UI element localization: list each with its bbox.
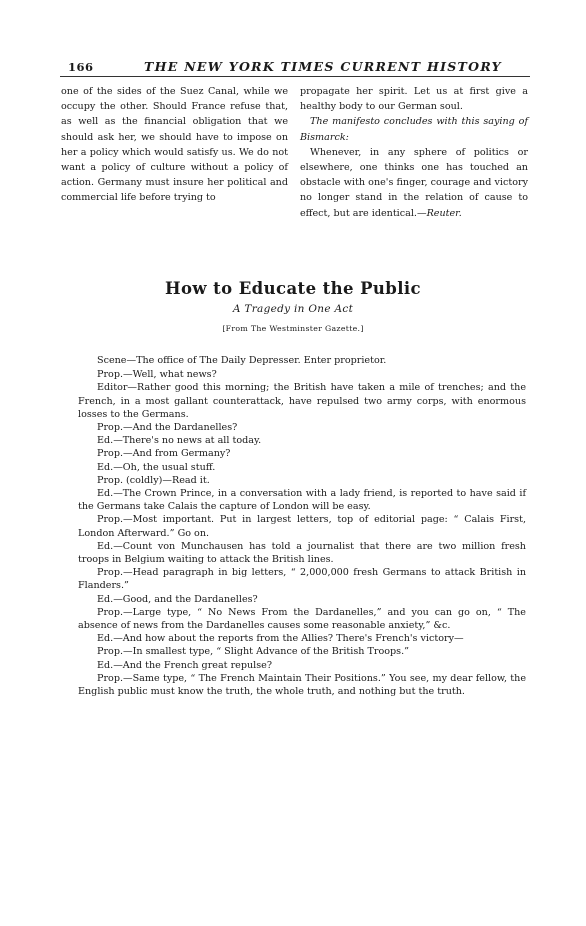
dialogue-line: Prop.—In smallest type, “ Slight Advance of the British Troops.” xyxy=(97,646,410,658)
right-column-continuation: propagate her spirit. Let us at first give a healthy body to our German soul. xyxy=(300,86,528,113)
right-column xyxy=(300,84,528,221)
dialogue-line: Ed.—The Crown Prince, in a conversation with a lady friend, is reported to have said if the Germans take Calais the capture of London will be easy. xyxy=(78,488,526,513)
dialogue-line: Prop. (coldly)—Read it. xyxy=(97,474,210,486)
bismarck-quote xyxy=(300,145,528,221)
dialogue-line: Ed.—And the French great repulse? xyxy=(97,659,272,671)
dialogue-line: Ed.—Oh, the usual stuff. xyxy=(97,461,216,473)
article-subtitle: A Tragedy in One Act xyxy=(232,303,354,315)
dialogue-line: Prop.—Same type, “ The French Maintain Their Positions.” You see, my dear fellow, the English public must know the truth, the whole truth, and nothing but the truth. xyxy=(78,672,526,698)
running-header xyxy=(60,60,530,77)
page-number: 166 xyxy=(68,60,94,74)
dialogue-line: Prop.—Head paragraph in big letters, “ 2,000,000 fresh Germans to attack British in Flanders.” xyxy=(78,567,526,592)
dialogue-line: Scene—The office of The Daily Depresser. Enter proprietor. xyxy=(97,355,387,366)
left-column xyxy=(61,84,288,206)
quote-attribution: Reuter. xyxy=(426,207,462,219)
running-title: THE NEW YORK TIMES CURRENT HISTORY xyxy=(144,59,502,74)
dialogue-line: Ed.—And how about the reports from the Allies? There's French's victory— xyxy=(97,633,464,645)
dialogue-line: Ed.—There's no news at all today. xyxy=(97,435,262,447)
article-title: How to Educate the Public xyxy=(164,279,421,298)
dialogue-line: Ed.—Count von Munchausen has told a journalist that there are two million fresh troops in Belgium waiting to attack the British lines. xyxy=(78,540,526,566)
article-source: [From The Westminster Gazette.] xyxy=(222,324,364,333)
manifesto-intro: The manifesto concludes with this saying of Bismarck: xyxy=(300,116,528,143)
dialogue-line: Prop.—Large type, “ No News From the Dardanelles,” and you can go on, “ The absence of news from the Dardanelles causes some reasonable anxiety,” &c. xyxy=(78,606,526,632)
bismarck-quote-text: Whenever, in any sphere of politics or elsewhere, one thinks one has touched an obstacle with one's finger, courage and victory no longer stand in the relation of cause to effect, but are identical.— xyxy=(300,146,528,219)
dialogue-body xyxy=(78,354,526,698)
dialogue-line: Prop.—And the Dardanelles? xyxy=(97,422,238,434)
dialogue-line: Ed.—Good, and the Dardanelles? xyxy=(97,593,258,605)
dialogue-line: Prop.—And from Germany? xyxy=(97,448,231,460)
left-column-text: one of the sides of the Suez Canal, while we occupy the other. Should France refuse that, as well as the financial obligation that we should ask her, we should have to impose on her a policy which would satisfy us. We do not want a policy of culture without a policy of action. Germany must insure her political and commercial life before trying to xyxy=(61,86,288,204)
dialogue-line: Editor—Rather good this morning; the British have taken a mile of trenches; and the French, in a most gallant counterattack, have repulsed two army corps, with enormous losses to the Germans. xyxy=(78,382,526,420)
dialogue-line: Prop.—Most important. Put in largest letters, top of editorial page: “ Calais First, London Afterward.” Go on. xyxy=(78,514,526,539)
dialogue-line: Prop.—Well, what news? xyxy=(97,369,217,381)
